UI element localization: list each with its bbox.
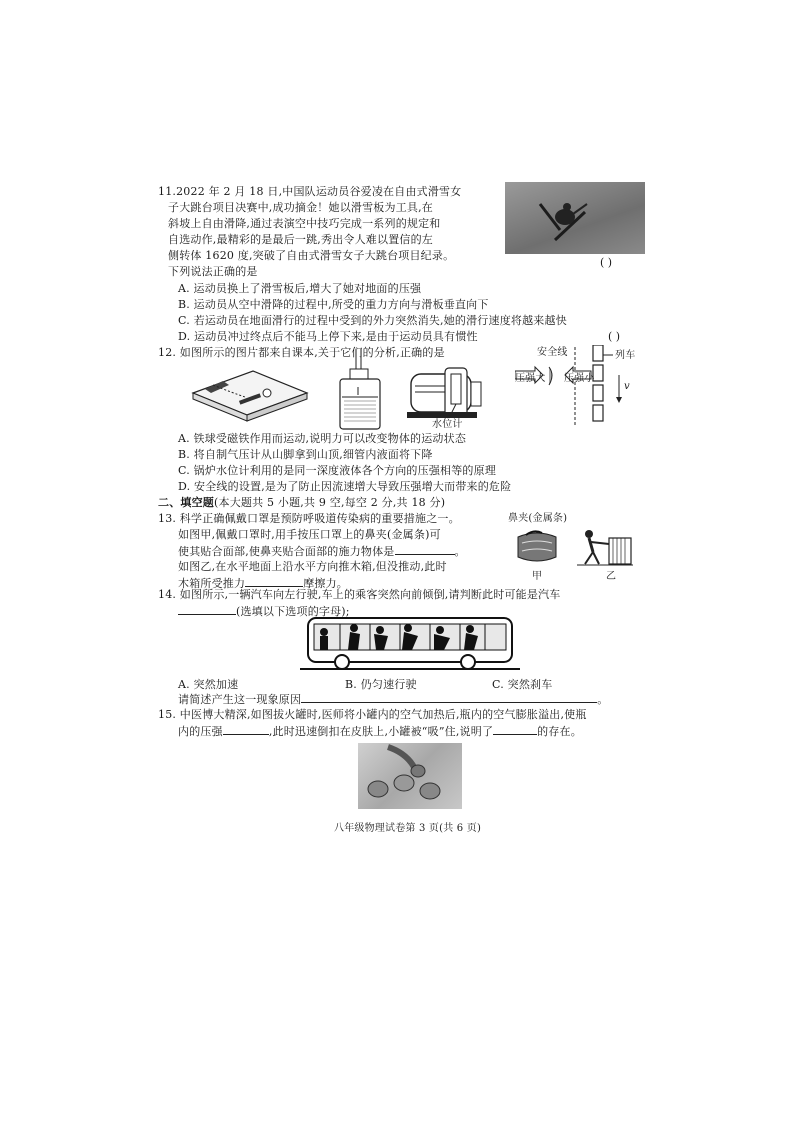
q13-period: 。: [454, 545, 466, 558]
q14-reason: 请简述产生这一现象原因: [178, 693, 302, 706]
q11-line-4: 自选动作,最精彩的是最后一跳,秀出令人难以置信的左: [168, 233, 433, 246]
q15-blank-2[interactable]: [493, 724, 537, 735]
q14-option-c: C. 突然刹车: [492, 678, 553, 691]
push-box-figure: [575, 528, 635, 568]
q15-line-2c: 的存在。: [537, 725, 582, 738]
q13-line-2: 如图甲,佩戴口罩时,用手按压口罩上的鼻夹(金属条)可: [178, 528, 441, 541]
low-pressure-label: 压强小: [564, 373, 595, 384]
yi-label: 乙: [606, 571, 617, 582]
q11-line-2: 子大跳台项目决赛中,成功摘金！她以滑雪板为工具,在: [168, 201, 433, 214]
boiler-figure: [405, 364, 487, 420]
jia-label: 甲: [532, 571, 543, 582]
page-footer: 八年级物理试卷第 3 页(共 6 页): [334, 823, 482, 834]
section-heading: [158, 496, 445, 510]
q11-line-6: 下列说法正确的是: [168, 265, 258, 278]
q12-option-b: B. 将自制气压计从山脚拿到山顶,细管内液面将下降: [178, 448, 433, 461]
water-level-label: 水位计: [432, 419, 463, 430]
q15-line-2-wrap: [178, 724, 582, 739]
q15-line-1: 15. 中医博大精深,如图拔火罐时,医师将小罐内的空气加热后,瓶内的空气膨胀溢出,使瓶: [158, 708, 587, 721]
q13-line-3: 使其贴合面部,使鼻夹贴合面部的施力物体是: [178, 545, 395, 558]
q11-option-b: B. 运动员从空中滑降的过程中,所受的重力方向与滑板垂直向下: [178, 298, 489, 311]
skier-figure: [505, 182, 645, 254]
q15-line-2a: 内的压强: [178, 725, 223, 738]
high-pressure-label: 压强大: [515, 373, 546, 384]
cupping-figure: [358, 743, 462, 809]
mask-figure: [512, 527, 562, 567]
q13-line-4: 如图乙,在水平地面上沿水平方向推木箱,但没推动,此时: [178, 560, 447, 573]
q12-option-a: A. 铁球受磁铁作用而运动,说明力可以改变物体的运动状态: [178, 432, 467, 445]
q13-line-1: 13. 科学正确佩戴口罩是预防呼吸道传染病的重要措施之一。: [158, 512, 460, 525]
nose-clip-label: 鼻夹(金属条): [508, 513, 568, 524]
section-title: 二、填空题: [158, 496, 214, 509]
magnet-ball-figure: [183, 363, 311, 425]
q11-line-5: 侧转体 1620 度,突破了自由式滑雪女子大跳台项目纪录。: [168, 249, 455, 262]
q15-line-2b: ,此时迅速倒扣在皮肤上,小罐被“吸”住,说明了: [268, 725, 494, 738]
bus-figure: [300, 614, 520, 670]
q11-line-3: 斜坡上自由滑降,通过表演空中技巧完成一系列的规定和: [168, 217, 441, 230]
barometer-figure: [336, 347, 386, 433]
q15-blank-1[interactable]: [223, 724, 269, 735]
q14-option-b: B. 仍匀速行驶: [345, 678, 417, 691]
velocity-label: v: [624, 381, 630, 392]
q14-line-2: (选填以下选项的字母);: [236, 605, 350, 618]
safety-line-label: 安全线: [537, 347, 568, 358]
q14-reason-blank[interactable]: [301, 692, 597, 703]
q14-blank[interactable]: [178, 604, 236, 615]
q13-tail: 摩擦力。: [303, 577, 349, 590]
q12-stem: 12. 如图所示的图片都来自课本,关于它们的分析,正确的是: [158, 346, 445, 359]
section-note: (本大题共 5 小题,共 9 空,每空 2 分,共 18 分): [214, 496, 446, 509]
q12-option-c: C. 锅炉水位计利用的是同一深度液体各个方向的压强相等的原理: [178, 464, 497, 477]
q11-option-a: A. 运动员换上了滑雪板后,增大了她对地面的压强: [178, 282, 422, 295]
skier-photo: [505, 182, 645, 254]
q13-blank-2[interactable]: [245, 576, 303, 587]
q11-option-d: D. 运动员冲过终点后不能马上停下来,是由于运动员具有惯性: [178, 330, 478, 343]
q11-answer-paren[interactable]: ( ): [600, 256, 613, 269]
q11-option-c: C. 若运动员在地面滑行的过程中受到的外力突然消失,她的滑行速度将越来越快: [178, 314, 567, 327]
q11-line-1: 11.2022 年 2 月 18 日,中国队运动员谷爱凌在自由式滑雪女: [158, 185, 462, 198]
q13-blank-1[interactable]: [395, 544, 455, 555]
q12-option-d: D. 安全线的设置,是为了防止因流速增大导致压强增大而带来的危险: [178, 480, 512, 493]
q14-option-a: A. 突然加速: [178, 678, 239, 691]
q14-reason-wrap: 请简述产生这一现象原因 。: [178, 693, 609, 706]
q14-line-1: 14. 如图所示,一辆汽车向左行驶,车上的乘客突然向前倾倒,请判断此时可能是汽车: [158, 588, 561, 601]
q12-answer-paren[interactable]: ( ): [608, 330, 621, 343]
cupping-photo: [358, 743, 462, 809]
train-label: 列车: [615, 350, 636, 361]
q13-line-5: 木箱所受推力: [178, 577, 246, 590]
q13-line-3-wrap: [178, 544, 466, 559]
